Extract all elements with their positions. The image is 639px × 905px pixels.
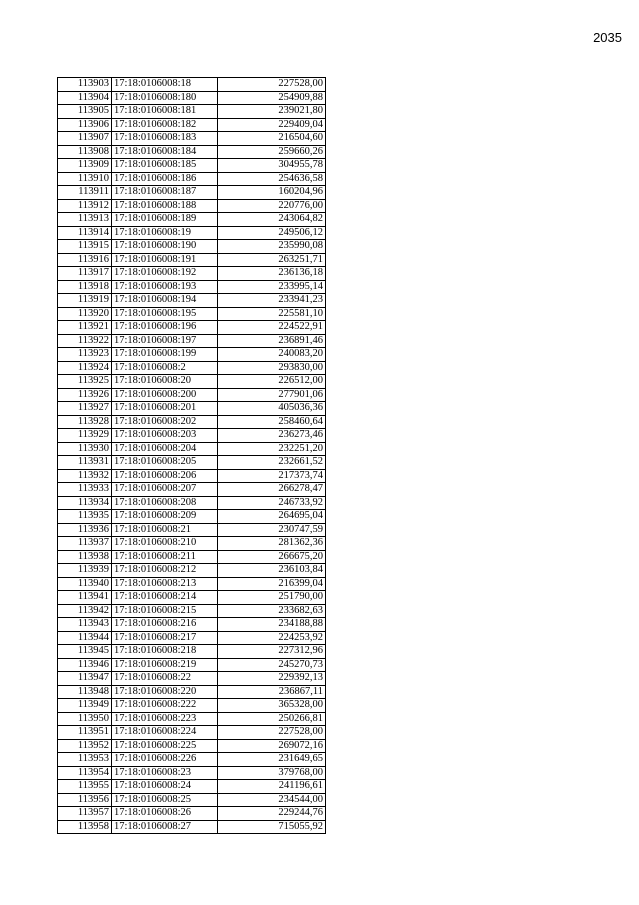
table-row: [58, 375, 326, 389]
table-row: [58, 537, 326, 551]
cadastral-number-cell: 17:18:0106008:224: [112, 726, 218, 740]
cadastral-value-cell: 236273,46: [218, 429, 326, 443]
cadastral-value-cell: 230747,59: [218, 523, 326, 537]
cadastral-value-cell: 240083,20: [218, 348, 326, 362]
table-row: [58, 523, 326, 537]
table-row: [58, 496, 326, 510]
row-id-cell: 113953: [58, 753, 112, 767]
row-id-cell: 113956: [58, 793, 112, 807]
row-id-cell: 113910: [58, 172, 112, 186]
table-row: [58, 159, 326, 173]
cadastral-value-cell: 258460,64: [218, 415, 326, 429]
table-row: [58, 91, 326, 105]
row-id-cell: 113949: [58, 699, 112, 713]
table-row: [58, 550, 326, 564]
cadastral-value-cell: 259660,26: [218, 145, 326, 159]
cadastral-value-cell: 232661,52: [218, 456, 326, 470]
row-id-cell: 113904: [58, 91, 112, 105]
cadastral-number-cell: 17:18:0106008:196: [112, 321, 218, 335]
row-id-cell: 113935: [58, 510, 112, 524]
cadastral-value-cell: 232251,20: [218, 442, 326, 456]
cadastral-value-cell: 236891,46: [218, 334, 326, 348]
cadastral-number-cell: 17:18:0106008:18: [112, 78, 218, 92]
row-id-cell: 113937: [58, 537, 112, 551]
cadastral-value-cell: 263251,71: [218, 253, 326, 267]
cadastral-value-cell: 216399,04: [218, 577, 326, 591]
cadastral-number-cell: 17:18:0106008:19: [112, 226, 218, 240]
cadastral-number-cell: 17:18:0106008:217: [112, 631, 218, 645]
cadastral-value-cell: 236867,11: [218, 685, 326, 699]
cadastral-number-cell: 17:18:0106008:26: [112, 807, 218, 821]
table-row: [58, 591, 326, 605]
row-id-cell: 113936: [58, 523, 112, 537]
cadastral-number-cell: 17:18:0106008:21: [112, 523, 218, 537]
table-row: [58, 699, 326, 713]
row-id-cell: 113921: [58, 321, 112, 335]
row-id-cell: 113909: [58, 159, 112, 173]
row-id-cell: 113929: [58, 429, 112, 443]
cadastral-number-cell: 17:18:0106008:218: [112, 645, 218, 659]
cadastral-number-cell: 17:18:0106008:181: [112, 105, 218, 119]
table-row: [58, 780, 326, 794]
table-row: [58, 618, 326, 632]
cadastral-number-cell: 17:18:0106008:191: [112, 253, 218, 267]
row-id-cell: 113905: [58, 105, 112, 119]
row-id-cell: 113908: [58, 145, 112, 159]
cadastral-value-cell: 229409,04: [218, 118, 326, 132]
row-id-cell: 113951: [58, 726, 112, 740]
table-row: [58, 631, 326, 645]
cadastral-number-cell: 17:18:0106008:202: [112, 415, 218, 429]
row-id-cell: 113931: [58, 456, 112, 470]
table-row: [58, 739, 326, 753]
row-id-cell: 113920: [58, 307, 112, 321]
cadastral-number-cell: 17:18:0106008:186: [112, 172, 218, 186]
cadastral-value-cell: 224522,91: [218, 321, 326, 335]
cadastral-value-cell: 234188,88: [218, 618, 326, 632]
row-id-cell: 113926: [58, 388, 112, 402]
cadastral-value-cell: 281362,36: [218, 537, 326, 551]
row-id-cell: 113903: [58, 78, 112, 92]
cadastral-value-cell: 220776,00: [218, 199, 326, 213]
row-id-cell: 113939: [58, 564, 112, 578]
cadastral-number-cell: 17:18:0106008:27: [112, 820, 218, 834]
row-id-cell: 113952: [58, 739, 112, 753]
cadastral-value-cell: 405036,36: [218, 402, 326, 416]
row-id-cell: 113954: [58, 766, 112, 780]
cadastral-value-cell: 233682,63: [218, 604, 326, 618]
cadastral-number-cell: 17:18:0106008:206: [112, 469, 218, 483]
cadastral-value-cell: 365328,00: [218, 699, 326, 713]
cadastral-value-cell: 293830,00: [218, 361, 326, 375]
row-id-cell: 113947: [58, 672, 112, 686]
cadastral-value-cell: 233941,23: [218, 294, 326, 308]
cadastral-number-cell: 17:18:0106008:20: [112, 375, 218, 389]
cadastral-number-cell: 17:18:0106008:204: [112, 442, 218, 456]
table-row: [58, 604, 326, 618]
cadastral-value-cell: 715055,92: [218, 820, 326, 834]
cadastral-value-cell: 254909,88: [218, 91, 326, 105]
table-row: [58, 469, 326, 483]
cadastral-number-cell: 17:18:0106008:24: [112, 780, 218, 794]
row-id-cell: 113930: [58, 442, 112, 456]
table-row: [58, 753, 326, 767]
cadastral-value-cell: 229244,76: [218, 807, 326, 821]
cadastral-number-cell: 17:18:0106008:2: [112, 361, 218, 375]
row-id-cell: 113924: [58, 361, 112, 375]
row-id-cell: 113940: [58, 577, 112, 591]
row-id-cell: 113917: [58, 267, 112, 281]
table-row: [58, 658, 326, 672]
cadastral-number-cell: 17:18:0106008:25: [112, 793, 218, 807]
cadastral-number-cell: 17:18:0106008:205: [112, 456, 218, 470]
page-number: 2035: [593, 30, 622, 45]
cadastral-value-cell: 277901,06: [218, 388, 326, 402]
cadastral-number-cell: 17:18:0106008:222: [112, 699, 218, 713]
cadastral-value-cell: 264695,04: [218, 510, 326, 524]
table-row: [58, 766, 326, 780]
cadastral-value-cell: 251790,00: [218, 591, 326, 605]
cadastral-value-cell: 250266,81: [218, 712, 326, 726]
table-row: [58, 564, 326, 578]
table-row: [58, 793, 326, 807]
row-id-cell: 113933: [58, 483, 112, 497]
cadastral-number-cell: 17:18:0106008:23: [112, 766, 218, 780]
table-row: [58, 199, 326, 213]
row-id-cell: 113938: [58, 550, 112, 564]
table-row: [58, 685, 326, 699]
cadastral-value-cell: 254636,58: [218, 172, 326, 186]
cadastral-value-cell: 236136,18: [218, 267, 326, 281]
cadastral-number-cell: 17:18:0106008:190: [112, 240, 218, 254]
row-id-cell: 113915: [58, 240, 112, 254]
table-row: [58, 672, 326, 686]
cadastral-number-cell: 17:18:0106008:187: [112, 186, 218, 200]
table-row: [58, 807, 326, 821]
cadastral-value-cell: 227528,00: [218, 78, 326, 92]
table-body: [58, 78, 326, 834]
cadastral-value-cell: 241196,61: [218, 780, 326, 794]
row-id-cell: 113927: [58, 402, 112, 416]
table-row: [58, 307, 326, 321]
cadastral-value-cell: 245270,73: [218, 658, 326, 672]
table-row: [58, 172, 326, 186]
cadastral-value-cell: 379768,00: [218, 766, 326, 780]
cadastral-value-cell: 235990,08: [218, 240, 326, 254]
table-row: [58, 145, 326, 159]
row-id-cell: 113914: [58, 226, 112, 240]
table-row: [58, 510, 326, 524]
row-id-cell: 113943: [58, 618, 112, 632]
table-row: [58, 429, 326, 443]
table-row: [58, 334, 326, 348]
row-id-cell: 113928: [58, 415, 112, 429]
row-id-cell: 113958: [58, 820, 112, 834]
cadastral-number-cell: 17:18:0106008:207: [112, 483, 218, 497]
row-id-cell: 113912: [58, 199, 112, 213]
cadastral-number-cell: 17:18:0106008:214: [112, 591, 218, 605]
cadastral-number-cell: 17:18:0106008:184: [112, 145, 218, 159]
cadastral-number-cell: 17:18:0106008:226: [112, 753, 218, 767]
cadastral-value-cell: 229392,13: [218, 672, 326, 686]
table-row: [58, 577, 326, 591]
cadastral-number-cell: 17:18:0106008:182: [112, 118, 218, 132]
cadastral-number-cell: 17:18:0106008:210: [112, 537, 218, 551]
row-id-cell: 113957: [58, 807, 112, 821]
table-row: [58, 105, 326, 119]
cadastral-value-cell: 266278,47: [218, 483, 326, 497]
table-row: [58, 415, 326, 429]
row-id-cell: 113925: [58, 375, 112, 389]
cadastral-number-cell: 17:18:0106008:22: [112, 672, 218, 686]
cadastral-value-cell: 249506,12: [218, 226, 326, 240]
row-id-cell: 113919: [58, 294, 112, 308]
cadastral-value-cell: 225581,10: [218, 307, 326, 321]
cadastral-number-cell: 17:18:0106008:180: [112, 91, 218, 105]
cadastral-value-cell: 227312,96: [218, 645, 326, 659]
row-id-cell: 113948: [58, 685, 112, 699]
row-id-cell: 113945: [58, 645, 112, 659]
row-id-cell: 113911: [58, 186, 112, 200]
cadastral-value-cell: 239021,80: [218, 105, 326, 119]
cadastral-number-cell: 17:18:0106008:225: [112, 739, 218, 753]
row-id-cell: 113946: [58, 658, 112, 672]
cadastral-value-table: [57, 77, 326, 834]
cadastral-number-cell: 17:18:0106008:216: [112, 618, 218, 632]
cadastral-number-cell: 17:18:0106008:200: [112, 388, 218, 402]
cadastral-value-cell: 269072,16: [218, 739, 326, 753]
cadastral-value-cell: 233995,14: [218, 280, 326, 294]
table-row: [58, 820, 326, 834]
cadastral-number-cell: 17:18:0106008:199: [112, 348, 218, 362]
row-id-cell: 113907: [58, 132, 112, 146]
row-id-cell: 113955: [58, 780, 112, 794]
cadastral-number-cell: 17:18:0106008:197: [112, 334, 218, 348]
cadastral-number-cell: 17:18:0106008:212: [112, 564, 218, 578]
row-id-cell: 113913: [58, 213, 112, 227]
cadastral-number-cell: 17:18:0106008:193: [112, 280, 218, 294]
cadastral-value-cell: 234544,00: [218, 793, 326, 807]
cadastral-number-cell: 17:18:0106008:185: [112, 159, 218, 173]
row-id-cell: 113950: [58, 712, 112, 726]
row-id-cell: 113916: [58, 253, 112, 267]
row-id-cell: 113944: [58, 631, 112, 645]
cadastral-number-cell: 17:18:0106008:183: [112, 132, 218, 146]
row-id-cell: 113922: [58, 334, 112, 348]
cadastral-number-cell: 17:18:0106008:220: [112, 685, 218, 699]
cadastral-number-cell: 17:18:0106008:203: [112, 429, 218, 443]
table-row: [58, 456, 326, 470]
cadastral-value-cell: 227528,00: [218, 726, 326, 740]
cadastral-value-cell: 304955,78: [218, 159, 326, 173]
cadastral-value-cell: 231649,65: [218, 753, 326, 767]
cadastral-number-cell: 17:18:0106008:195: [112, 307, 218, 321]
cadastral-value-cell: 236103,84: [218, 564, 326, 578]
table-row: [58, 388, 326, 402]
table-row: [58, 726, 326, 740]
cadastral-number-cell: 17:18:0106008:194: [112, 294, 218, 308]
cadastral-value-cell: 246733,92: [218, 496, 326, 510]
table-row: [58, 483, 326, 497]
cadastral-number-cell: 17:18:0106008:201: [112, 402, 218, 416]
row-id-cell: 113942: [58, 604, 112, 618]
cadastral-number-cell: 17:18:0106008:213: [112, 577, 218, 591]
cadastral-value-cell: 224253,92: [218, 631, 326, 645]
cadastral-number-cell: 17:18:0106008:189: [112, 213, 218, 227]
table-row: [58, 213, 326, 227]
row-id-cell: 113918: [58, 280, 112, 294]
cadastral-value-cell: 217373,74: [218, 469, 326, 483]
row-id-cell: 113941: [58, 591, 112, 605]
table-row: [58, 78, 326, 92]
cadastral-value-cell: 243064,82: [218, 213, 326, 227]
table-row: [58, 294, 326, 308]
row-id-cell: 113932: [58, 469, 112, 483]
table-row: [58, 442, 326, 456]
cadastral-value-cell: 226512,00: [218, 375, 326, 389]
cadastral-number-cell: 17:18:0106008:223: [112, 712, 218, 726]
table-row: [58, 712, 326, 726]
table-row: [58, 402, 326, 416]
table-row: [58, 321, 326, 335]
table-row: [58, 186, 326, 200]
table-row: [58, 226, 326, 240]
table-row: [58, 132, 326, 146]
table-row: [58, 348, 326, 362]
table-row: [58, 361, 326, 375]
cadastral-value-cell: 160204,96: [218, 186, 326, 200]
row-id-cell: 113923: [58, 348, 112, 362]
table-row: [58, 645, 326, 659]
cadastral-number-cell: 17:18:0106008:211: [112, 550, 218, 564]
table-row: [58, 240, 326, 254]
cadastral-value-cell: 266675,20: [218, 550, 326, 564]
table-row: [58, 267, 326, 281]
row-id-cell: 113934: [58, 496, 112, 510]
cadastral-number-cell: 17:18:0106008:188: [112, 199, 218, 213]
cadastral-value-cell: 216504,60: [218, 132, 326, 146]
cadastral-number-cell: 17:18:0106008:209: [112, 510, 218, 524]
cadastral-number-cell: 17:18:0106008:192: [112, 267, 218, 281]
table-row: [58, 118, 326, 132]
cadastral-number-cell: 17:18:0106008:215: [112, 604, 218, 618]
cadastral-number-cell: 17:18:0106008:219: [112, 658, 218, 672]
table-row: [58, 280, 326, 294]
table-row: [58, 253, 326, 267]
cadastral-number-cell: 17:18:0106008:208: [112, 496, 218, 510]
row-id-cell: 113906: [58, 118, 112, 132]
